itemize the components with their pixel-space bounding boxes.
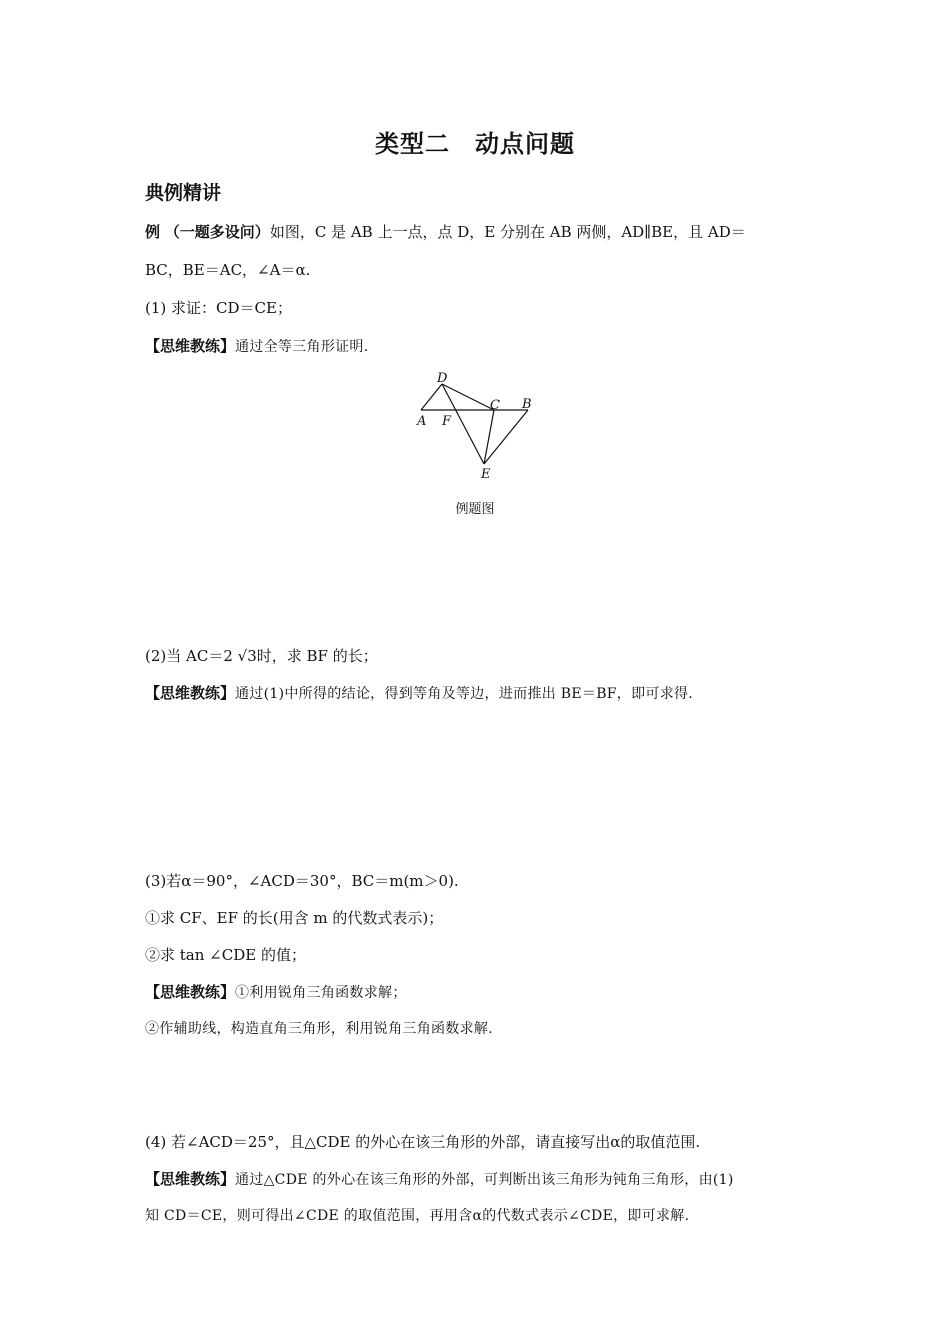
label-b: B (522, 397, 532, 412)
hint-text: 通过△CDE 的外心在该三角形的外部，可判断出该三角形为钝角三角形，由(1) (235, 1172, 734, 1188)
example-line-2: BC，BE＝AC，∠A＝α. (145, 261, 311, 279)
question-4: (4) 若∠ACD＝25°，且△CDE 的外心在该三角形的外部，请直接写出α的取值范围. (145, 1133, 701, 1151)
hint-2 (145, 683, 693, 704)
hint-label: 【思维教练】 (145, 337, 236, 355)
hint-1 (145, 336, 368, 357)
section-heading: 典例精讲 (145, 182, 222, 204)
label-f: F (442, 414, 452, 429)
example-label: 例 (145, 223, 161, 241)
segment-be (484, 410, 528, 464)
hint-label: 【思维教练】 (145, 684, 236, 702)
figure-caption: 例题图 (455, 502, 495, 517)
example-text-1: 如图，C 是 AB 上一点，点 D，E 分别在 AB 两侧，AD∥BE，且 AD＝ (269, 223, 746, 241)
label-a: A (417, 414, 427, 429)
example-figure (400, 368, 550, 488)
label-c: C (490, 398, 500, 413)
question-3: (3)若α＝90°，∠ACD＝30°，BC＝m(m＞0). (145, 872, 459, 890)
hint-label: 【思维教练】 (145, 983, 236, 1001)
page-title: 类型二 动点问题 (375, 130, 575, 158)
question-3-part-2: ②求 tan ∠CDE 的值； (145, 946, 306, 964)
label-e: E (481, 467, 491, 482)
segment-ce (484, 410, 494, 464)
hint-3 (145, 982, 407, 1003)
hint-text: ①利用锐角三角函数求解； (235, 985, 407, 1001)
hint-label: 【思维教练】 (145, 1170, 236, 1188)
question-1: (1) 求证：CD＝CE； (145, 299, 292, 317)
segment-ad (421, 384, 442, 410)
hint-4 (145, 1169, 734, 1190)
hint-text: 通过全等三角形证明. (235, 339, 369, 355)
hint-text: 通过(1)中所得的结论，得到等角及等边，进而推出 BE＝BF，即可求得. (235, 686, 694, 702)
label-d: D (437, 371, 448, 386)
example-line-1 (145, 222, 746, 242)
example-tag: （一题多设问） (164, 223, 270, 241)
question-3-part-1: ①求 CF、EF 的长(用含 m 的代数式表示)； (145, 909, 444, 927)
question-2: (2)当 AC＝2 √3时，求 BF 的长； (145, 647, 378, 665)
hint-4-line-2: 知 CD＝CE，则可得出∠CDE 的取值范围，再用含α的代数式表示∠CDE，即可求解. (145, 1208, 690, 1224)
hint-3-line-2: ②作辅助线，构造直角三角形，利用锐角三角函数求解. (145, 1021, 493, 1037)
segment-dc (442, 384, 494, 410)
